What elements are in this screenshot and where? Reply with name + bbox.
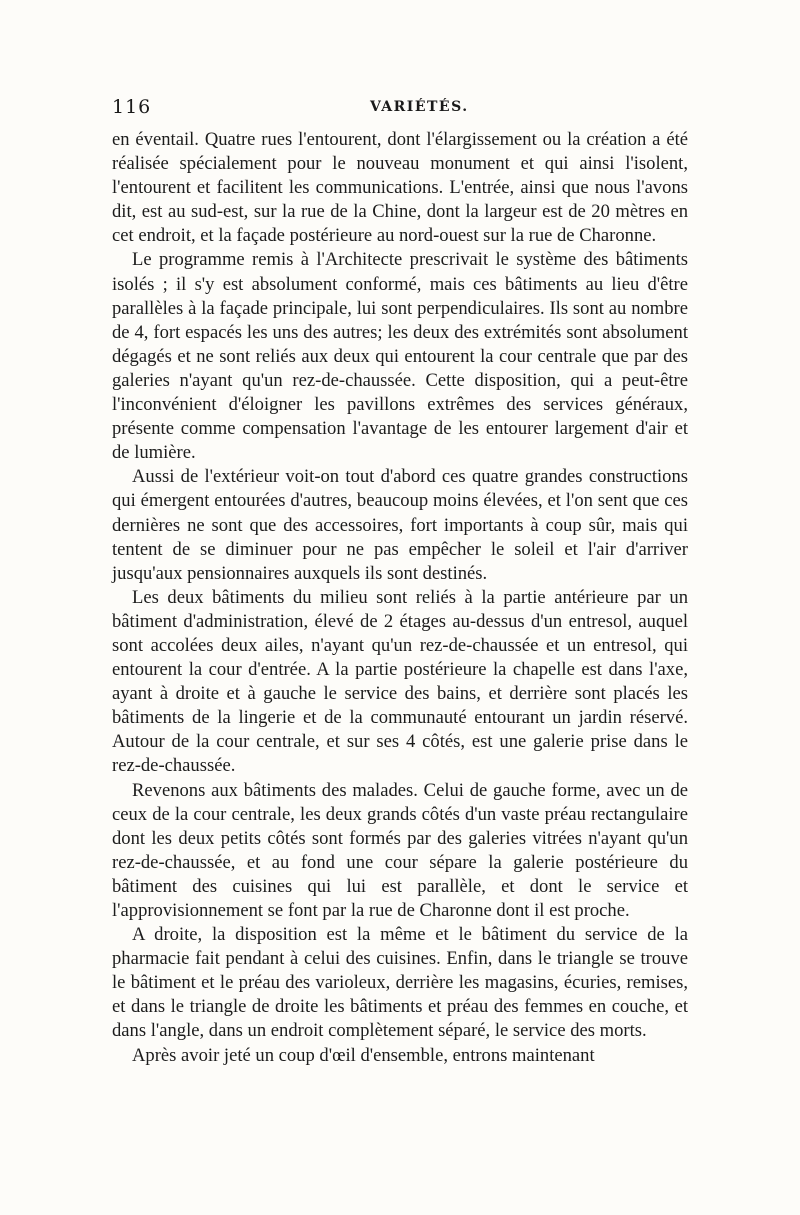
paragraph-7: Après avoir jeté un coup d'œil d'ensemble, entrons maintenant [132,1044,595,1066]
paragraph-4: Les deux bâtiments du milieu sont reliés à la partie antérieure par un bâtiment d'administration, élevé de 2 étages au-dessus d'un entresol, auquel sont accolées deux ailes, n'ayant qu'un rez-de-chaussée et un entresol, qui entourent la cour d'entrée. A la partie postérieure la chapelle est dans l'axe, ayant à droite et à gauche le service des bains, et derrière sont placés les bâtiments de la lingerie et de la communauté entourant un jardin réservé. Autour de la cour centrale, et sur ses 4 côtés, est une galerie prise dans le rez-de-chaussée. [112,586,688,777]
paragraph-1: en éventail. Quatre rues l'entourent, dont l'élargissement ou la création a été réalisée spécialement pour le nouveau monument et qui ainsi l'isolent, l'entourent et facilitent les communications. L'entrée, ainsi que nous l'avons dit, est au sud-est, sur la rue de la Chine, dont la largeur est de 20 mètres en cet endroit, et la façade postérieure au nord-ouest sur la rue de Charonne. [112,129,688,247]
running-head: VARIÉTÉS. [370,99,469,115]
paragraph-6: A droite, la disposition est la même et le bâtiment du service de la pharmacie fait pendant à celui des cuisines. Enfin, dans le triangle se trouve le bâtiment et le préau des varioleux, derrière les magasins, écuries, remises, et dans le triangle de droite les bâtiments et préau des femmes en couche, et dans l'angle, dans un endroit complètement séparé, le service des morts. [112,924,688,1042]
body-text [112,128,688,1068]
page-number: 116 [112,96,152,118]
paragraph-2: Le programme remis à l'Architecte prescrivait le système des bâtiments isolés ; il s'y est absolument conformé, mais ces bâtiments au lieu d'être parallèles à la façade principale, lui sont perpendiculaires. Ils sont au nombre de 4, fort espacés les uns des autres; les deux des extrémités sont absolument dégagés et ne sont reliés aux deux qui entourent la cour centrale que par des galeries n'ayant qu'un rez-de-chaussée. Cette disposition, qui a peut-être l'inconvénient d'éloigner les pavillons extrêmes des services généraux, présente comme compensation l'avantage de les entourer largement d'air et de lumière. [112,249,688,464]
page-header [112,96,687,120]
paragraph-3: Aussi de l'extérieur voit-on tout d'abord ces quatre grandes constructions qui émergent entourées d'autres, beaucoup moins élevées, et l'on sent que ces dernières ne sont que des accessoires, fort importants à coup sûr, mais qui tentent de se diminuer pour ne pas empêcher le soleil et l'air d'arriver jusqu'aux pensionnaires auxquels ils sont destinés. [112,466,688,584]
paragraph-5: Revenons aux bâtiments des malades. Celui de gauche forme, avec un de ceux de la cour centrale, les deux grands côtés d'un vaste préau rectangulaire dont les deux petits côtés sont formés par des galeries vitrées n'ayant qu'un rez-de-chaussée, et au fond une cour sépare la galerie postérieure du bâtiment des cuisines qui lui est parallèle, et dont le service et l'approvisionnement se font par la rue de Charonne dont il est proche. [112,779,688,921]
